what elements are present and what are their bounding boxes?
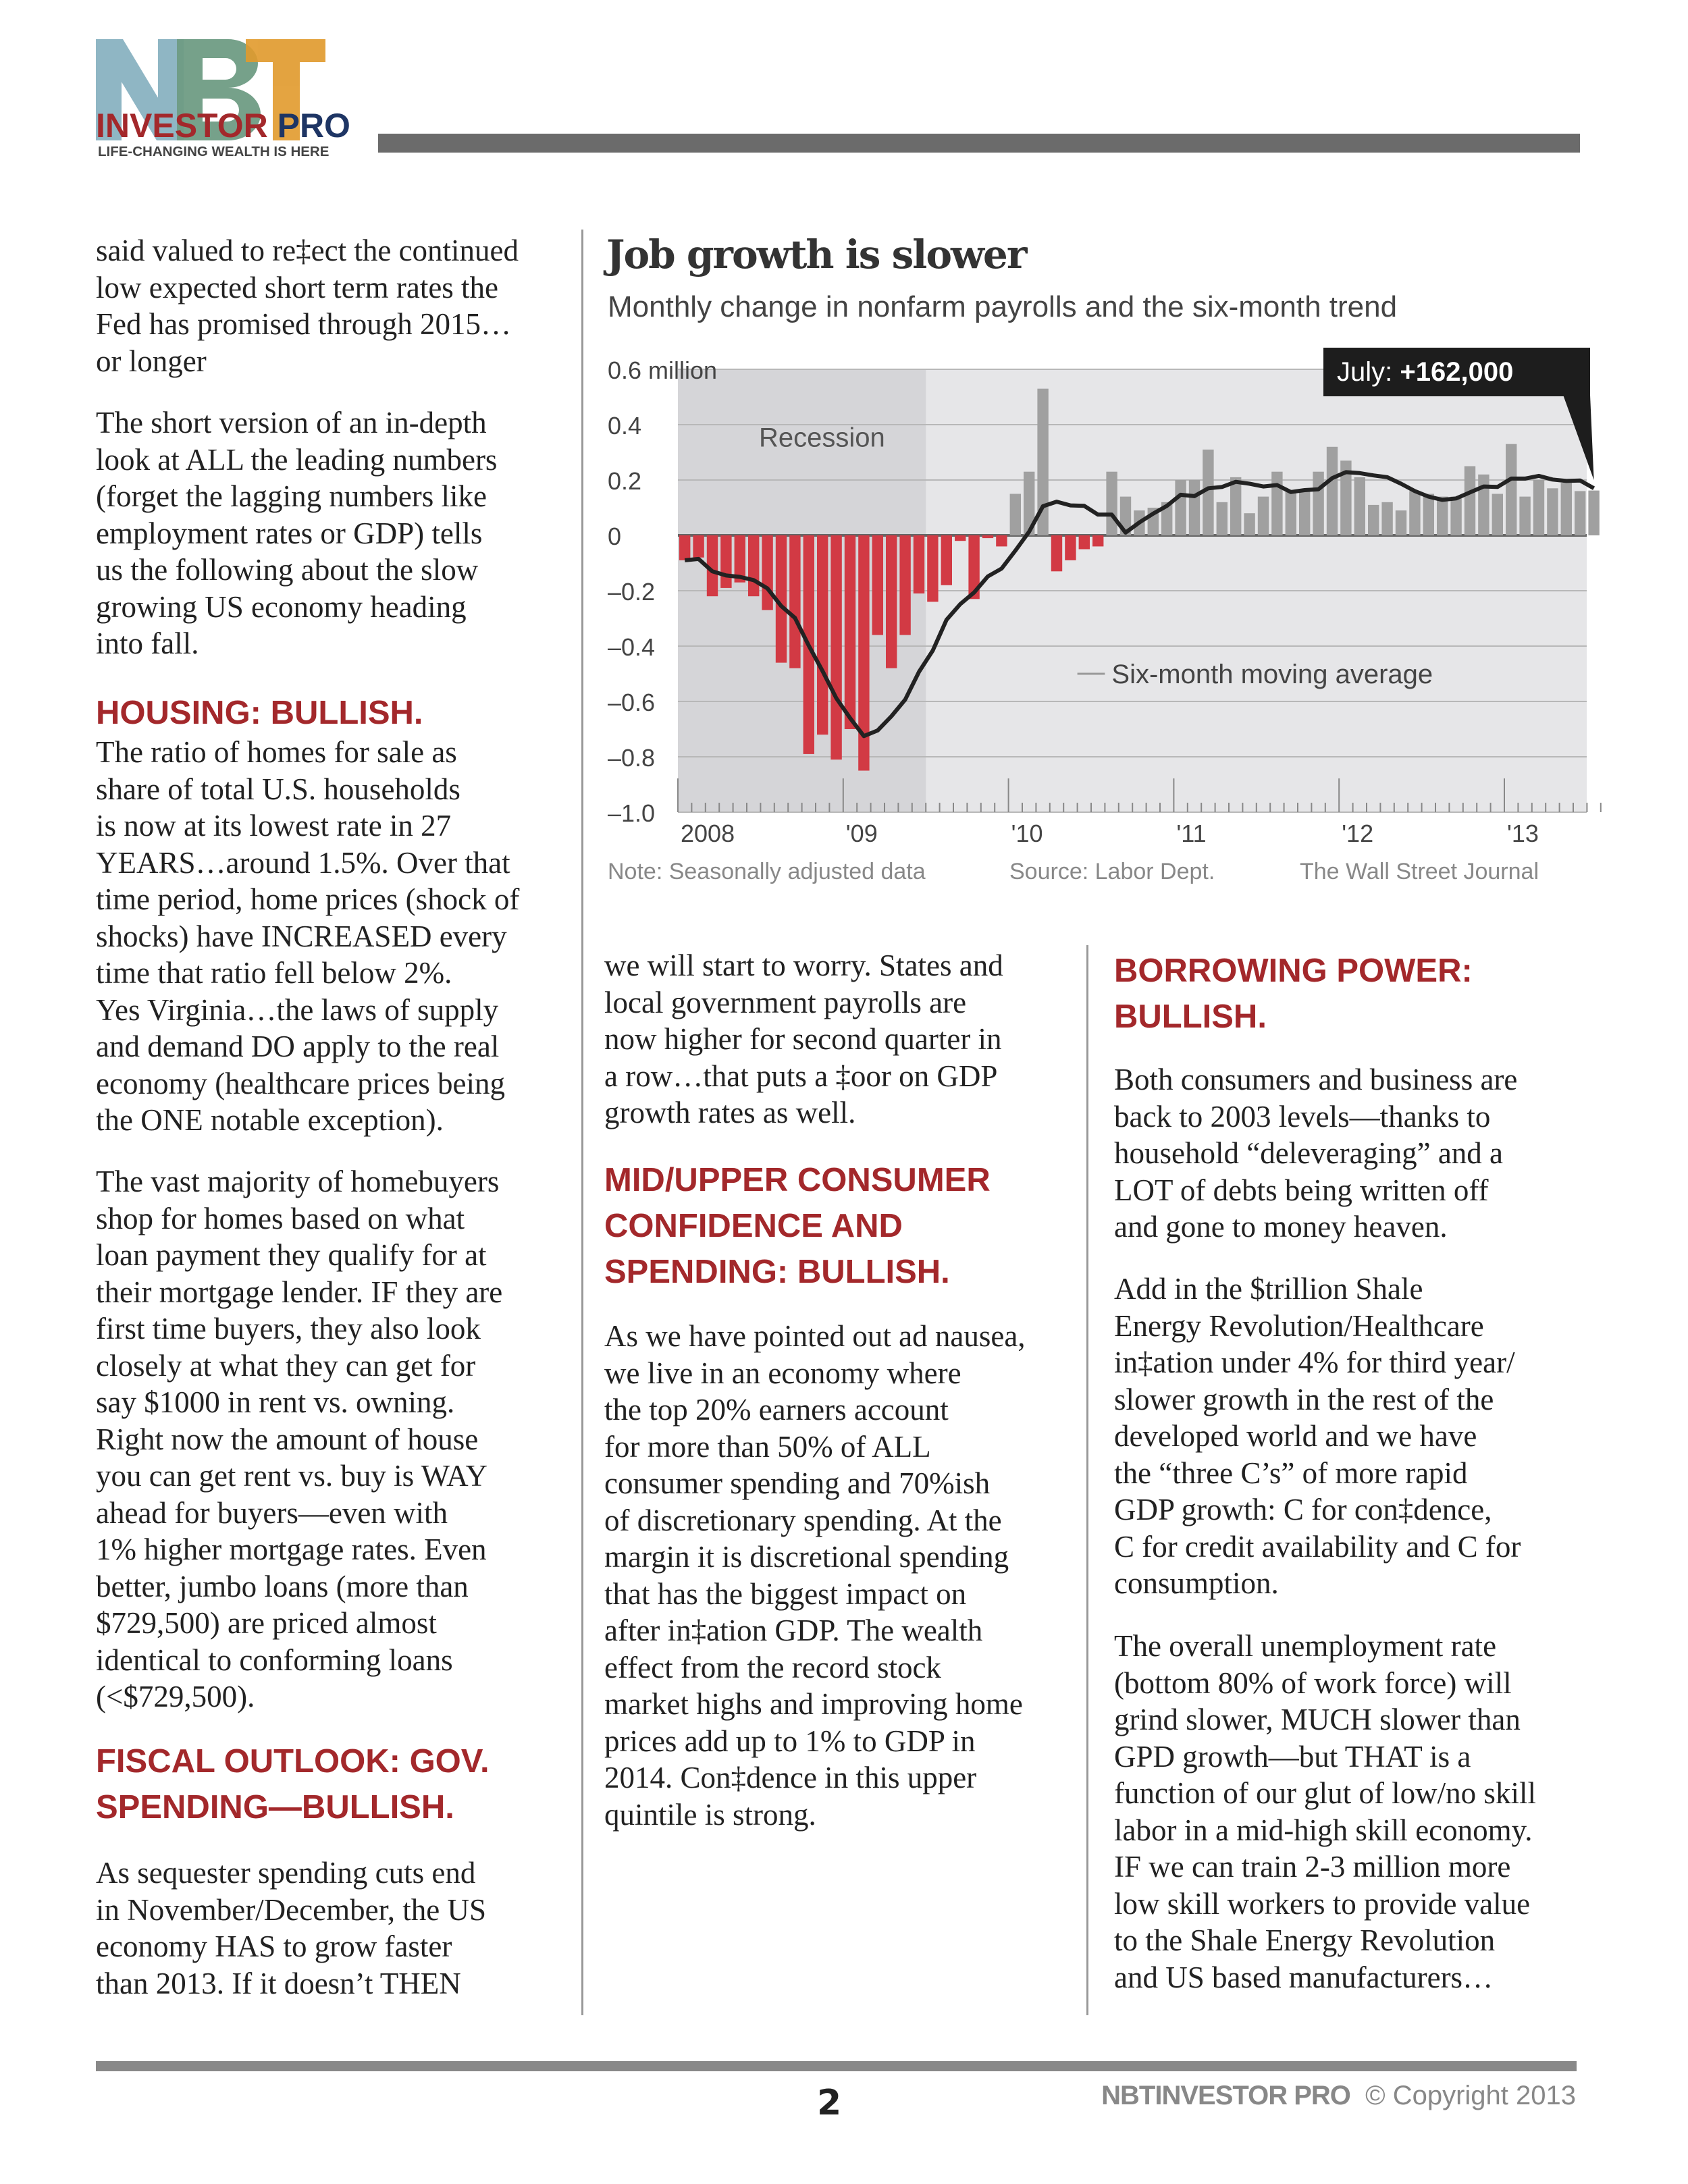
left-paragraph-3: The ratio of homes for sale as share of total U.S. households is now at its lowest rate in 27 YEARS…around 1.5%. Over that time period, home prices (shock of shocks) have INCREASED every time that ratio fell below 2%. Yes Virginia…the laws of supply and demand DO apply to the real economy (healthcare prices being the ONE notable exception). xyxy=(96,735,520,1137)
heading-consumer: MID/UPPER CONSUMER CONFIDENCE AND SPENDING: BULLISH. xyxy=(604,1162,991,1290)
x-tick-label: '10 xyxy=(1011,820,1043,847)
chart-title: Job growth is slower xyxy=(606,232,1026,277)
bar xyxy=(1492,494,1503,536)
logo-wordmark xyxy=(96,108,350,143)
bar xyxy=(1547,488,1558,535)
bar xyxy=(1051,535,1062,571)
bar xyxy=(720,535,731,588)
bar xyxy=(1189,480,1200,535)
bar xyxy=(1065,535,1076,560)
chart-plot xyxy=(581,338,1607,851)
bar xyxy=(762,535,772,610)
callout-value: +162,000 xyxy=(1400,357,1514,387)
bar xyxy=(1396,510,1406,535)
callout-text xyxy=(1337,357,1513,387)
bar xyxy=(1423,494,1434,536)
page-number: 2 xyxy=(817,2083,842,2123)
y-tick-label: –0.6 xyxy=(608,689,656,716)
middle-paragraph-1: we will start to worry. States and local government payrolls are now higher for second quarter in a row…that puts a ‡oor on GDP growth rates as well. xyxy=(604,949,1003,1129)
y-tick-label: –0.8 xyxy=(608,744,656,772)
bar xyxy=(927,535,938,602)
heading-housing: HOUSING: BULLISH. xyxy=(96,695,423,731)
bar xyxy=(1175,480,1186,535)
bar xyxy=(996,535,1007,546)
bar xyxy=(872,535,883,635)
chart-note: Note: Seasonally adjusted data xyxy=(608,859,926,884)
x-tick-label: '13 xyxy=(1507,820,1539,847)
logo-investor: INVESTOR xyxy=(96,107,268,144)
middle-paragraph-2: As we have pointed out ad nausea, we live in an economy where the top 20% earners account for more than 50% of ALL consumer spending and 70%ish of discretionary spending. At the margin it is discretional spending that has the biggest impact on after in‡ation GDP. The wealth effect from the record stock market highs and improving home prices add up to 1% to GDP in 2014. Con‡dence in this upper quintile is strong. xyxy=(604,1319,1026,1832)
x-tick-label: '12 xyxy=(1342,820,1374,847)
y-tick-label: 0.2 xyxy=(608,467,642,495)
chart-credit: The Wall Street Journal xyxy=(1300,859,1539,884)
bar xyxy=(693,535,704,558)
heading-borrowing: BORROWING POWER: BULLISH. xyxy=(1114,953,1473,1035)
bar xyxy=(1230,477,1241,535)
chart-subtitle: Monthly change in nonfarm payrolls and the six-month trend xyxy=(608,290,1398,323)
bar xyxy=(1010,494,1021,536)
bar xyxy=(1354,477,1365,535)
bar xyxy=(1381,502,1392,535)
bar xyxy=(1465,467,1475,536)
bar xyxy=(914,535,924,593)
bar xyxy=(1519,497,1530,535)
left-paragraph-2: The short version of an in-depth look at ALL the leading numbers (forget the lagging numbers like employment rates or GDP) tells us the following about the slow growing US economy heading into fall. xyxy=(96,406,498,660)
bar xyxy=(1106,472,1117,535)
bar xyxy=(982,535,993,538)
bar xyxy=(1409,491,1420,535)
bar xyxy=(1327,447,1338,535)
x-tick-label: '11 xyxy=(1176,820,1207,847)
bar xyxy=(1092,535,1103,546)
bar xyxy=(845,535,855,729)
bar xyxy=(1079,535,1090,550)
right-paragraph-3: The overall unemployment rate (bottom 80% of work force) will grind slower, MUCH slower than GPD growth—but THAT is a function of our glut of low/no skill labor in a mid-high skill economy. IF we can train 2-3 million more low skill workers to provide value to the Shale Energy Revolution and US based manufacturers… xyxy=(1114,1629,1536,1994)
heading-fiscal: FISCAL OUTLOOK: GOV. SPENDING—BULLISH. xyxy=(96,1743,490,1826)
bar xyxy=(830,535,841,760)
bar xyxy=(1575,491,1585,535)
bar xyxy=(1313,472,1323,535)
bar xyxy=(817,535,828,735)
bar xyxy=(1217,502,1228,535)
bar xyxy=(941,535,952,585)
bar xyxy=(748,535,759,596)
column-divider-right xyxy=(1086,945,1088,2015)
bar xyxy=(1437,497,1448,535)
bar xyxy=(1286,491,1296,535)
y-tick-label: 0.4 xyxy=(608,412,642,440)
bar xyxy=(955,535,966,541)
bar xyxy=(886,535,897,668)
bar xyxy=(679,535,690,560)
logo-tagline: LIFE-CHANGING WEALTH IS HERE xyxy=(98,144,329,159)
left-paragraph-1: said valued to re‡ect the continued low expected short term rates the Fed has promised through 2015… or longer xyxy=(96,234,519,378)
bar xyxy=(1478,475,1489,535)
bar xyxy=(1533,480,1544,535)
y-tick-label: –0.4 xyxy=(608,633,656,661)
header-bar xyxy=(378,134,1580,153)
bar xyxy=(1588,491,1599,535)
x-tick-label: 2008 xyxy=(681,820,735,847)
bar xyxy=(1368,505,1379,535)
left-paragraph-5: As sequester spending cuts end in November/December, the US economy HAS to grow faster than 2013. If it doesn’t THEN xyxy=(96,1856,487,2000)
chart-source: Source: Labor Dept. xyxy=(1009,859,1215,884)
bar xyxy=(1450,497,1461,535)
series-label: Six-month moving average xyxy=(1111,660,1433,689)
y-tick-label: 0.6 million xyxy=(608,356,718,384)
bar xyxy=(1561,483,1572,535)
y-tick-label: 0 xyxy=(608,523,622,550)
y-tick-label: –0.2 xyxy=(608,578,656,606)
copyright-text: © Copyright 2013 xyxy=(1365,2081,1576,2110)
footer-brand: NBTINVESTOR PRO xyxy=(1101,2081,1350,2110)
logo-pro: PRO xyxy=(277,107,350,144)
bar xyxy=(789,535,800,668)
x-tick-label: '09 xyxy=(845,820,878,847)
right-paragraph-2: Add in the $trillion Shale Energy Revolution/Healthcare in‡ation under 4% for third year/ slower growth in the rest of the developed world and we have the “three C’s” of more rapid GDP growth: C for con‡dence, C for credit availability and C for consumption. xyxy=(1114,1272,1521,1600)
recession-label: Recession xyxy=(759,423,885,453)
bar xyxy=(1271,472,1282,535)
callout-label: July: xyxy=(1337,357,1400,387)
bar xyxy=(1244,513,1255,535)
bar xyxy=(1299,491,1310,535)
bar xyxy=(1258,497,1269,535)
left-paragraph-4: The vast majority of homebuyers shop for homes based on what loan payment they qualify for at their mortgage lender. IF they are first time buyers, they also look closely at what they can get for say $1000 in rent vs. owning. Right now the amount of house you can get rent vs. buy is WAY ahead for buyers—even with 1% higher mortgage rates. Even better, jumbo loans (more than $729,500) are priced almost identical to conforming loans (<$729,500). xyxy=(96,1165,503,1713)
footer-bar xyxy=(96,2061,1577,2071)
right-paragraph-1: Both consumers and business are back to 2003 levels—thanks to household “deleveraging” and a LOT of debts being written off and gone to money heaven. xyxy=(1114,1063,1518,1244)
y-tick-label: –1.0 xyxy=(608,799,656,827)
bar xyxy=(1506,444,1516,535)
footer-copyright xyxy=(1101,2081,1576,2111)
bar xyxy=(899,535,910,635)
